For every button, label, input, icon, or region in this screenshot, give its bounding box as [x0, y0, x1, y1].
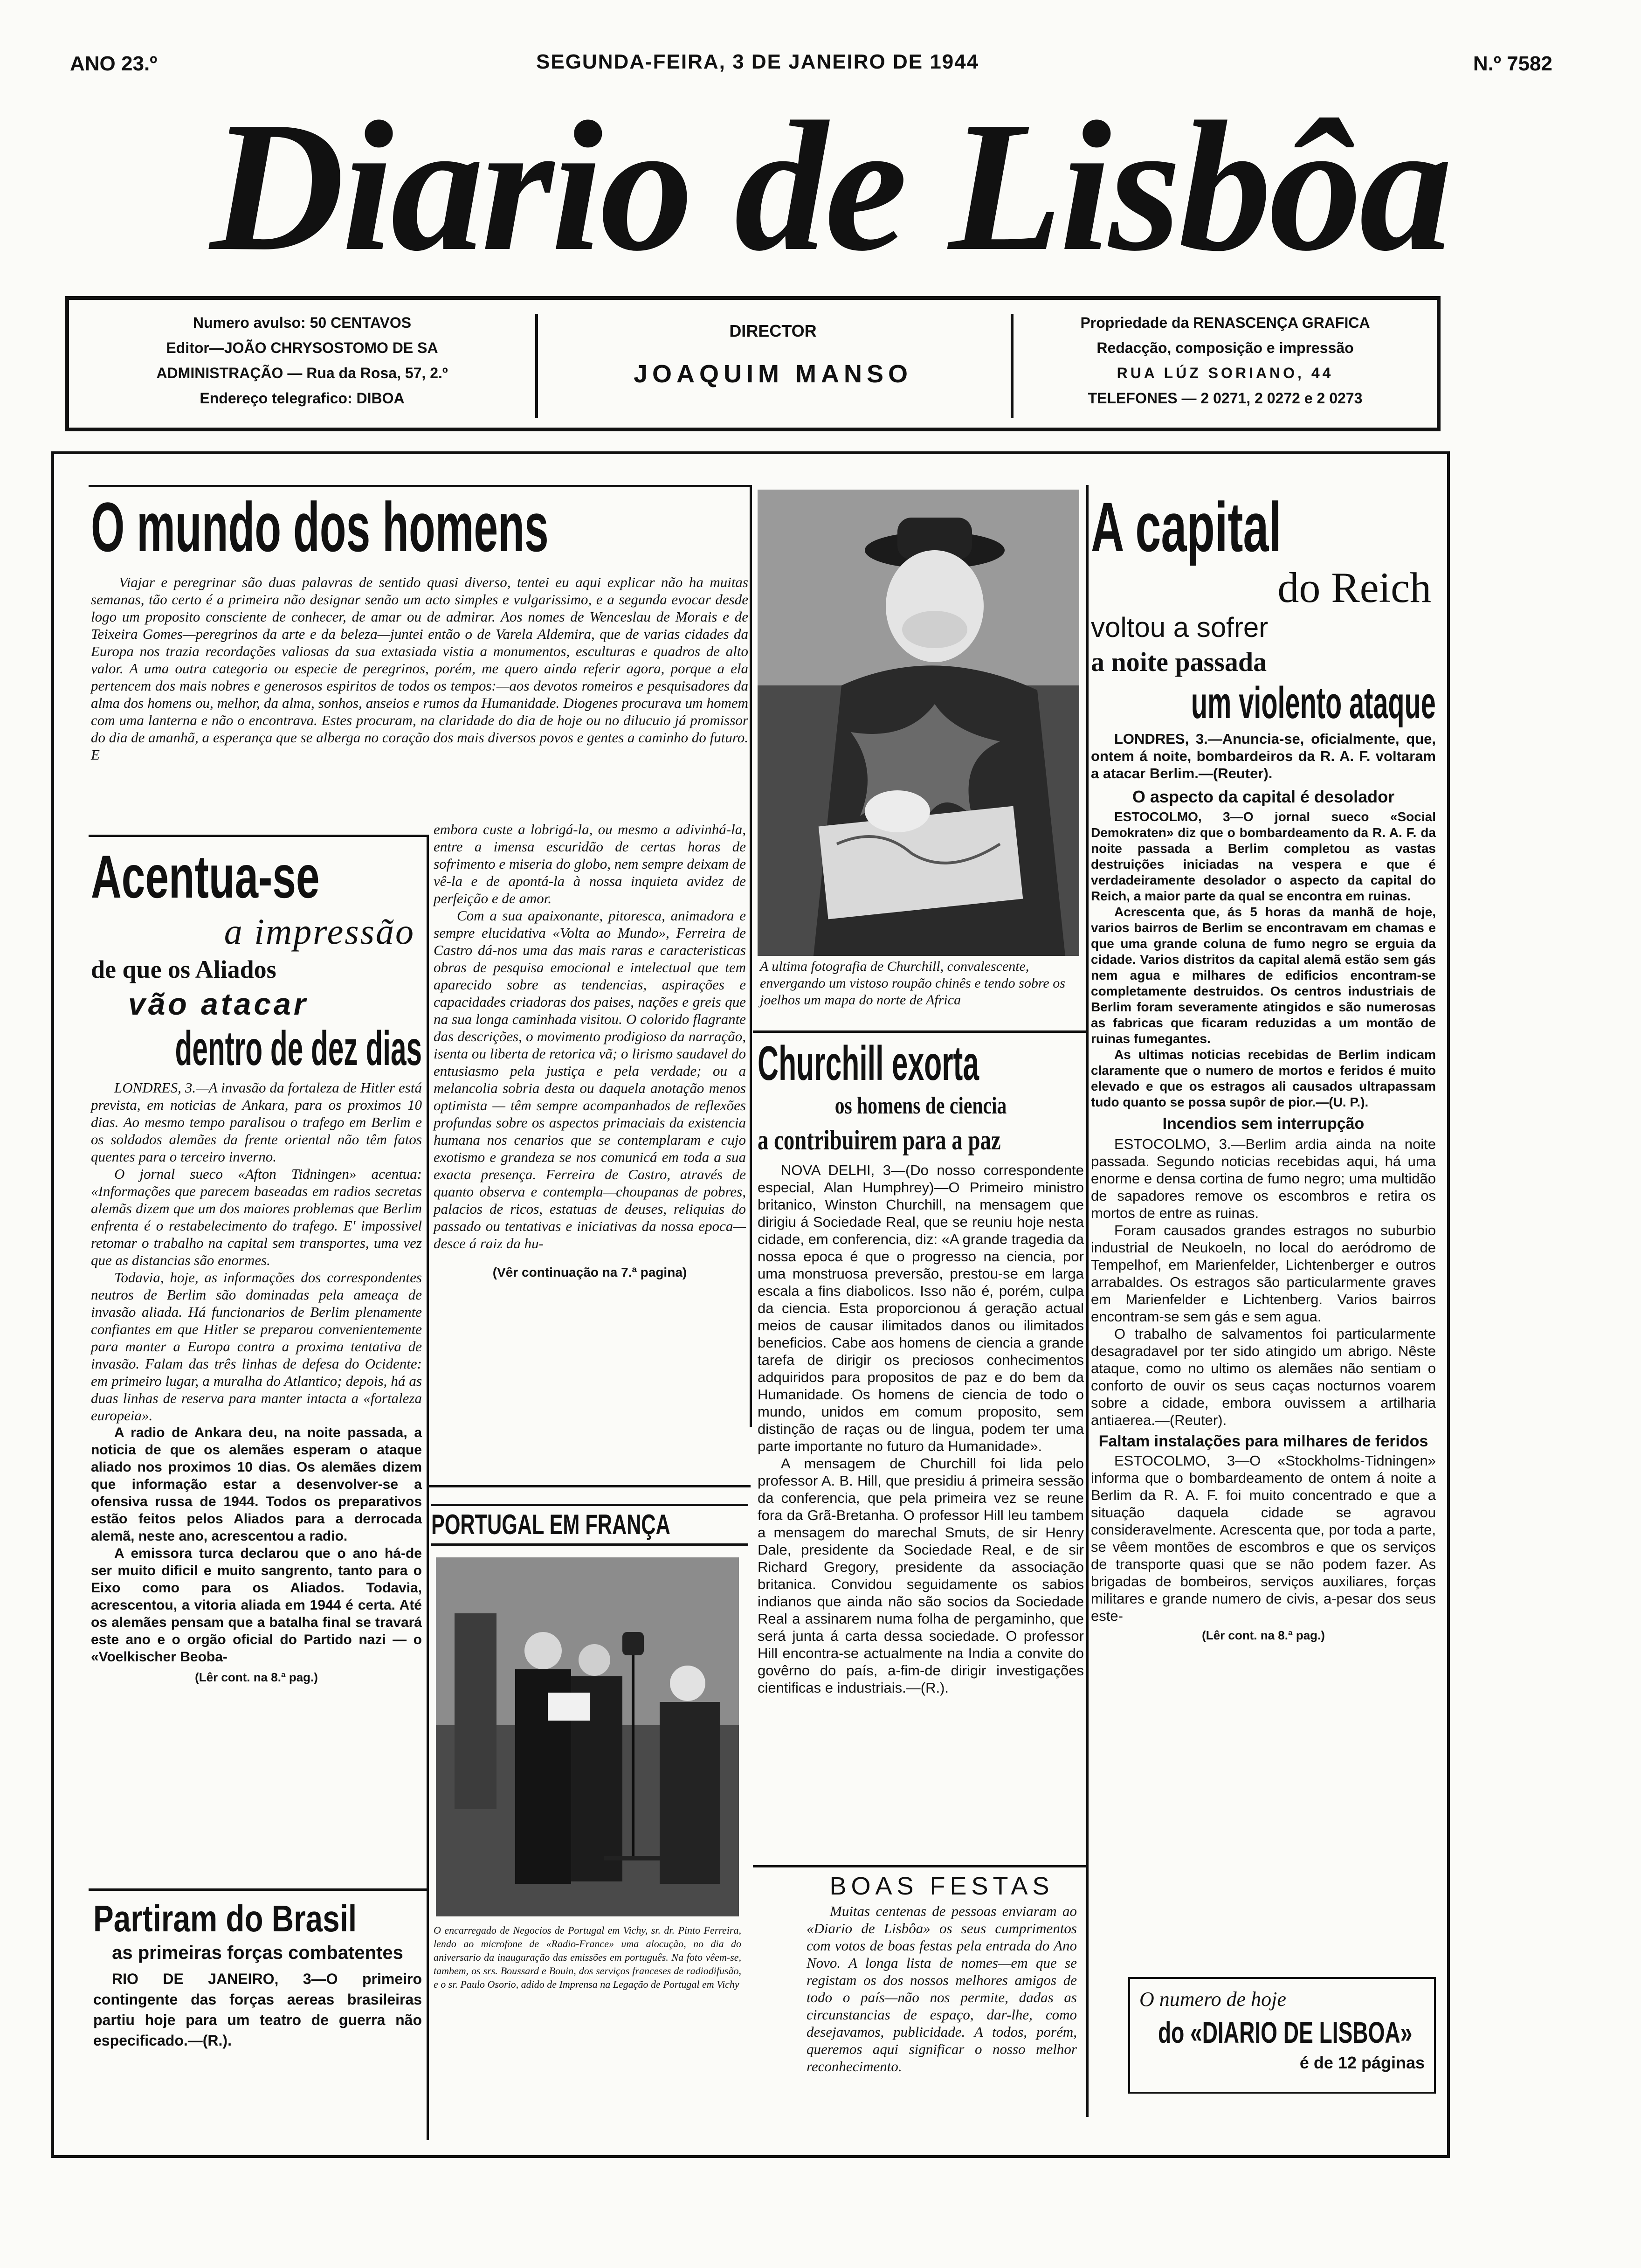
admin-line: ADMINISTRAÇÃO — Rua da Rosa, 57, 2.º	[156, 365, 448, 381]
brasil-article	[93, 1898, 422, 2051]
exorta-text: A mensagem de Churchill foi lida pelo professor A. B. Hill, que presidiu á primeira sessão da conferencia, que pela primeira vez se reune fora da Grã-Bretanha. O professor Hill leu tambem a mensagem do marechal Smuts, de sir Henry Dale, presidente da Sociedade Real, e de sir Richard Gregory, presidente da associação britanica. Convidou seguidamente os sabios indianos que ainda não são socios da Sociedade Real a assinarem numa folha de pergaminho, que será junta á carta dessa sociedade. O professor Hill encontra-se actualmente na India a convite do govêrno do país, a-fim-de dirigir investigações cientificas e industriais.—(R.).	[758, 1455, 1084, 1696]
capital-sub3: Faltam instalações para milhares de feridos	[1098, 1432, 1428, 1450]
issue-pages-box	[1128, 1977, 1436, 2094]
churchill-photo-art	[758, 490, 1079, 956]
festas-headline: BOAS FESTAS	[829, 1872, 1054, 1900]
acentua-text: LONDRES, 3.—A invasão da fortaleza de Hitler está prevista, em noticias de Ankara, para os proximos 10 dias. Ao mesmo tempo paralisou o trafego em Berlim e os soldados alemães da frente oriental não têm fatos quentes para o terceiro inverno.	[91, 1079, 422, 1165]
mundo-continue-link[interactable]: (Vêr continuação na 7.ª pagina)	[492, 1265, 687, 1279]
capital-continue-link[interactable]: (Lêr cont. na 8.ª pag.)	[1202, 1628, 1325, 1642]
capital-text: Acrescenta que, ás 5 horas da manhã de hoje, varios bairros de Berlim se encontravam em chamas e que uma grande coluna de fumo negro se erguia da cidade. Varios distritos da capital alemã estão sem gás nem agua e milhares de edificios encontram-se completamente destruidos. Os centros industriais de Berlim foram severamente atingidos e são numerosas as fabricas que ficaram reduzidas a um montão de ruinas fumegantes.	[1091, 905, 1436, 1046]
column-rule	[89, 835, 427, 837]
capital-lead: LONDRES, 3.—Anuncia-se, oficialmente, que, ontem á noite, bombardeiros da R. A. F. voltaram a atacar Berlim.—(Reuter).	[1091, 731, 1436, 781]
acentua-text: Todavia, hoje, as informações dos correspondentes neutros de Berlim são dominadas pela ameaça de invasão aliada. Há funcionarios de Berlim plenamente confiantes em que Hitler se preparou convenientemente para manter a Europa contra a proxima tentativa de invasão. Falam das três linhas de defesa do Ocidente: em primeiro lugar, a muralha do Atlantico; depois, há as duas linhas de reserva para manter intacta a «fortaleza europeia».	[91, 1269, 422, 1424]
acentua-text: A emissora turca declarou que o ano há-de ser muito dificil e muito sangrento, tanto para o Eixo como para os Aliados. Todavia, acrescentou, a vitoria aliada em 1944 é certa. Até os alemães pensam que a batalha final se travará este ano e o orgão oficial do Partido nazi — o «Voelkischer Beoba-	[91, 1546, 422, 1665]
mundo-headline: O mundo dos homens	[91, 488, 549, 566]
acentua-h4: vão atacar	[128, 987, 309, 1021]
info-divider	[1011, 314, 1014, 418]
capital-text: ESTOCOLMO, 3.—Berlim ardia ainda na noite passada. Segundo noticias recebidas aqui, há uma enorme e densa cortina de fumo negro; uma multidão de sapadores remove os escombros e retira os mortos de entre as ruinas.	[1091, 1136, 1436, 1221]
mundo-text: Viajar e peregrinar são duas palavras de sentido quasi diverso, tentei eu aqui explicar não ha muitas semanas, tão certo é a primeira não designar senão um acto simples e vulgarissimo, e a segunda evocar desde logo um proposito consciente de conhecer, de amar ou de admirar. Aos nomes de Wenceslau de Morais e de Teixeira Gomes—peregrinos da arte e da beleza—juntei então o de Varela Aldemira, que de varias cidades da Europa nos trazia recordações valiosas da sua extasiada vistia a monumentos, esculturas e quadros de alto valor. A uma outra categoria ou especie de peregrinos, porém, me quero ainda referir agora, porque a ela pertencem dos mais nobres e generosos espiritos de todos os tempos:—aos devotos romeiros e pesquisadores da alma dos homens ou, melhor, da alma, sonhos, anseios e rumos da Humanidade. Diogenes procurava um homem com uma lanterna e não o encontrava. Estes procuram, na claridade do dia de hoje ou no dilucuio já promissor do dia de amanhã, a esperança que se alberga no coração dos mais diversos povos e gentes a caminho do futuro. E	[91, 574, 748, 763]
mundo-article	[91, 490, 748, 763]
capital-h1: A capital	[1091, 488, 1282, 566]
redaction-line: Redacção, composição e impressão	[1096, 339, 1354, 356]
telegraph-line: Endereço telegrafico: DIBOA	[200, 390, 405, 407]
portugal-photo	[436, 1557, 739, 1916]
info-left	[69, 310, 535, 411]
capital-h3: voltou a sofrer	[1091, 612, 1269, 643]
mundo-text: Com a sua apaixonante, pitoresca, animadora e sempre elucidativa «Volta ao Mundo», Ferreira de Castro dá-nos uma das mais raras e caracteristicas obras de pesquisa emocional e intelectual que tem aparecido sobre as tendencias, aspirações e capacidades criadoras dos paises, nações e greis que na sua longa caminhada visitou. O colorido flagrante das descrições, o movimento prodigioso da narração, isenta ou liberta de retorica vã; o lirismo saudavel do entusiasmo pela justiça e pela verdade; ou a melancolia sobria desta ou daquela anotação menos optimista — têm sempre acompanhados de reflexões profundas sobre os aspectos primaciais da existencia humana nos cenarios que se contemplaram e cujo exotismo e grandeza se nos comunicá em toda a sua exacta presença. Ferreira de Castro, através de quanto observa e contempla—choupanas de pobres, palacios de ricos, estatuas de deuses, reliquias do passado ou tentativas e iniciativas da nossa epoca—desce á raiz da hu-	[434, 907, 746, 1252]
exorta-h1: Churchill exorta	[758, 1037, 979, 1091]
capital-text: ESTOCOLMO, 3—O «Stockholms-Tidningen» informa que o bombardeamento de ontem á noite a Berlim da R. A. F. foi muito concentrado e que a situação daquela cidade se agravou consideravelmente. Acrescenta que, por toda a parte, se vêem montões de escombros e que os serviços de transporte quasi que se não podem fazer. As brigadas de bombeiros, serviços auxiliares, forças militares e grande numero de civis, a-pesar dos seus este-	[1091, 1452, 1436, 1624]
exorta-h2: os homens de ciencia	[834, 1093, 1007, 1119]
column-rule	[89, 485, 751, 487]
dateline: SEGUNDA-FEIRA, 3 DE JANEIRO DE 1944	[536, 50, 979, 73]
portugal-headline: PORTUGAL EM FRANÇA	[431, 1509, 670, 1540]
acentua-h5-wrap	[91, 1023, 422, 1074]
festas-text: Muitas centenas de pessoas enviaram ao «Diario de Lisbôa» os seus cumprimentos com votos de boas festas pela entrada do Ano Novo. A longa lista de nomes—em que se registam os dos nossos melhores amigos de todo o país—não nos permite, dadas as circunstancias de espaço, dar-lhe, como desejavamos, publicidade. A todos, porém, queremos aqui significar o nosso melhor reconhecimento.	[807, 1903, 1077, 2074]
column-rule	[1086, 485, 1089, 2117]
acentua-article	[91, 844, 422, 1685]
capital-h2: do Reich	[1277, 564, 1431, 611]
exorta-text: NOVA DELHI, 3—(Do nosso correspondente especial, Alan Humphrey)—O Primeiro ministro britanico, Winston Churchill, na mensagem que dirigiu á Sociedade Real, que se reuniu hoje nesta cidade, em conferencia, diz: «A grande tragedia da nossa epoca é que o progresso na ciencia, por uma monstruosa preversão, prestou-se em larga escala a fins diabolicos. Isso não é, porém, culpa da ciencia. Esta proporcionou á geração actual meios de causar ilimitados danos ou ilimitados beneficios. Cabe aos homens de ciencia a grande tarefa de dirigir os preciosos conhecimentos adquiridos para propositos de paz e do bem da Humanidade. Os homens de ciencia de todo o mundo, unidos em comum proposito, sem distinção de raças ou de lingua, podem ter uma parte importante no futuro da Humanidade».	[758, 1162, 1084, 1454]
exorta-article	[758, 1037, 1084, 1696]
info-director	[540, 318, 1006, 388]
year-volume: ANO 23.º	[70, 52, 158, 75]
capital-h5-wrap	[1091, 680, 1436, 726]
acentua-text: A radio de Ankara deu, na noite passada, a noticia de que os alemães esperam o ataque aliado nos proximos 10 dias. Os alemães dizem que informação estar a desenvolver-se a ofensiva russa de 1944. Todos os preparativos estão feitos pelos Aliados para a derrocada alemã, neste ano, acrescentou a radio.	[91, 1425, 422, 1544]
mundo-text: embora custe a lobrigá-la, ou mesmo a adivinhá-la, entre a imensa escuridão de certas horas de sofrimento e miseria do globo, nem sempre deixam de vê-la e de apontá-la à nossa inquieta avidez de perfeição e de amor.	[434, 821, 746, 906]
price-line: Numero avulso: 50 CENTAVOS	[193, 314, 412, 331]
capital-text: ESTOCOLMO, 3—O jornal sueco «Social Demokraten» diz que o bombardeamento da R. A. F. da noite passada a Berlim completou as vastas destruições iniciadas na vespera e que é verdadeiramente desolador o aspecto da capital do Reich, a maior parte da qual se encontra em ruinas.	[1091, 809, 1436, 903]
director-name: JOAQUIM MANSO	[633, 360, 913, 388]
brasil-text: RIO DE JANEIRO, 3—O primeiro contingente das forças aereas brasileiras partiu hoje para um teatro de guerra não especificado.—(R.).	[93, 1971, 422, 2049]
info-box	[65, 296, 1441, 431]
acentua-h1: Acentua-se	[91, 843, 320, 911]
brasil-h1: Partiram do Brasil	[93, 1898, 357, 1939]
portugal-photo-caption: O encarregado de Negocios de Portugal em Vichy, sr. dr. Pinto Ferreira, lendo ao microfone de «Radio-France» uma alocução, no dia do aniversario da inauguração das emissões em português. Na foto vêem-se, tambem, os srs. Boussard e Bouin, dos serviços franceses de radiodifusão, e o sr. Paulo Osorio, adido de Imprensa na Legação de Portugal em Vichy	[434, 1924, 741, 1990]
capital-text: As ultimas noticias recebidas de Berlim indicam claramente que o numero de mortos e feridos é muito elevado e que os estragos ali causados ultrapassam tudo quanto se possa supôr de pior.—(U. P.).	[1091, 1047, 1436, 1109]
column-rule	[753, 1865, 1086, 1867]
column-rule	[427, 835, 429, 2140]
capital-h5: um violento ataque	[1191, 678, 1436, 728]
capital-text: O trabalho de salvamentos foi particularmente desagradavel por ter sido atingido um abrigo. Nêste ataque, como no ultimo os alemães não sentiam o conforto de ouvir os seus caças nocturnos voarem sobre a cidade, embora ouvissem a artilharia antiaerea.—(Reuter).	[1091, 1326, 1436, 1428]
portugal-rule	[431, 1543, 748, 1546]
acentua-h5: dentro de dez dias	[175, 1022, 422, 1076]
column-rule	[429, 1485, 751, 1487]
capital-sub2: Incendios sem interrupção	[1162, 1115, 1365, 1133]
exorta-h3: a contribuirem para a paz	[758, 1125, 1001, 1155]
acentua-h3: de que os Aliados	[91, 955, 276, 983]
column-rule	[753, 1030, 1086, 1033]
issue-number: N.º 7582	[1473, 52, 1552, 75]
brasil-h2: as primeiras forças combatentes	[112, 1943, 403, 1963]
capital-article	[1091, 490, 1436, 1643]
capital-h4: a noite passada	[1091, 647, 1267, 677]
director-label: DIRECTOR	[729, 321, 817, 340]
column-rule	[89, 1888, 427, 1891]
acentua-continue-link[interactable]: (Lêr cont. na 8.ª pag.)	[195, 1670, 318, 1684]
issue-pages-l1: O numero de hoje	[1139, 1988, 1286, 2011]
festas-article	[807, 1870, 1077, 2075]
info-right	[1015, 310, 1435, 411]
mundo-continuation	[434, 821, 746, 1280]
churchill-photo	[758, 490, 1079, 956]
portugal-article	[431, 1504, 748, 1552]
info-divider	[535, 314, 538, 418]
capital-text: Foram causados grandes estragos no suburbio industrial de Neukoeln, no local do aeródromo de Tempelhof, em Marienfelder, Lichtenberger e outros arrabaldes. Os estragos são particularmente graves em Marienfelder e Lichtenberg. Varios bairros encontram-se sem gás e sem agua.	[1091, 1222, 1436, 1325]
portugal-photo-art	[436, 1557, 739, 1916]
phones-line: TELEFONES — 2 0271, 2 0272 e 2 0273	[1088, 390, 1363, 407]
acentua-text: O jornal sueco «Afton Tidningen» acentua: «Informações que parecem baseadas em radios secretas alemãs dizem que um dos maiores problemas que Berlim enfrenta é o restabelecimento do trafego. E' impossivel retomar o trabalho na capital sem transportes, uma vez que as distancias são enormes.	[91, 1166, 422, 1268]
address-line: RUA LÚZ SORIANO, 44	[1117, 365, 1334, 381]
acentua-h2: a impressão	[224, 911, 415, 952]
issue-pages-l2: do «DIARIO DE LISBOA»	[1158, 2016, 1413, 2049]
masthead-title: Diario de Lisbôa	[210, 83, 1450, 290]
issue-pages-l3: é de 12 páginas	[1299, 2053, 1425, 2072]
column-rule	[750, 485, 752, 1427]
churchill-photo-caption: A ultima fotografia de Churchill, convalescente, envergando um vistoso roupão chinês e tendo sobre os joelhos um mapa do norte de Africa	[760, 959, 1065, 1008]
owner-line: Propriedade da RENASCENÇA GRAFICA	[1080, 314, 1370, 331]
editor-line: Editor—JOÃO CHRYSOSTOMO DE SA	[166, 339, 438, 356]
capital-sub1: O aspecto da capital é desolador	[1132, 787, 1395, 806]
